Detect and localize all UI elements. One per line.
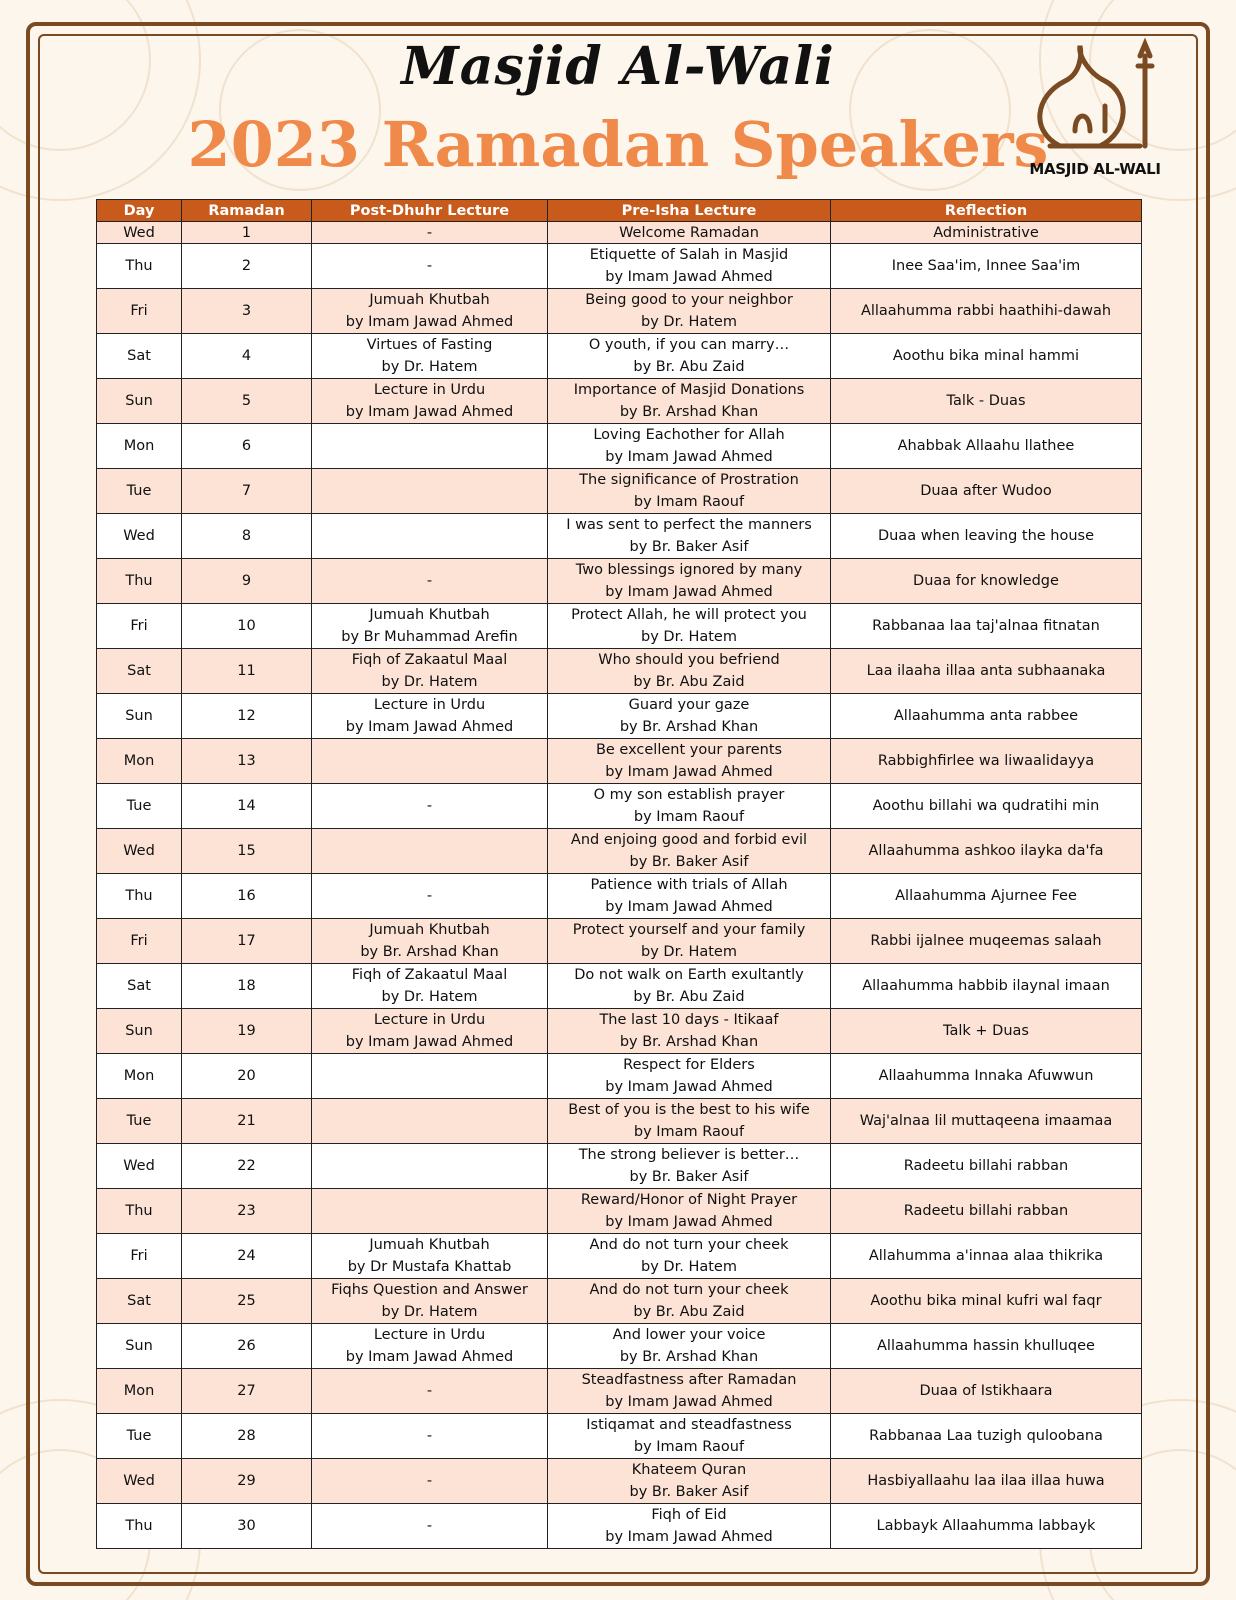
cell-pre-isha-line: by Imam Jawad Ahmed	[605, 1079, 773, 1095]
cell-post-dhuhr-line: by Imam Jawad Ahmed	[345, 719, 514, 735]
cell-post-dhuhr	[312, 424, 548, 469]
cell-ramadan: 11	[182, 649, 312, 694]
cell-ramadan: 17	[182, 919, 312, 964]
cell-post-dhuhr-line: by Imam Jawad Ahmed	[345, 1034, 514, 1050]
cell-pre-isha-line: Patience with trials of Allah	[590, 877, 788, 893]
cell-day: Sun	[97, 694, 182, 739]
cell-ramadan: 1	[182, 222, 312, 244]
cell-pre-isha	[548, 919, 831, 964]
cell-pre-isha-line: by Imam Raouf	[633, 1439, 745, 1455]
cell-pre-isha-line: by Br. Arshad Khan	[619, 1034, 759, 1050]
cell-post-dhuhr-line: -	[426, 798, 433, 814]
cell-reflection: Allaahumma ashkoo ilayka da'fa	[831, 829, 1142, 874]
cell-pre-isha-line: by Br. Abu Zaid	[633, 674, 745, 690]
cell-day: Mon	[97, 424, 182, 469]
cell-pre-isha	[548, 334, 831, 379]
cell-pre-isha-line: by Br. Baker Asif	[629, 854, 749, 870]
cell-pre-isha-line: O youth, if you can marry…	[588, 337, 790, 353]
cell-pre-isha-line: Welcome Ramadan	[619, 224, 759, 241]
cell-pre-isha-line: by Br. Baker Asif	[629, 539, 749, 555]
cell-ramadan: 9	[182, 559, 312, 604]
table-row	[97, 379, 1142, 424]
cell-reflection: Laa ilaaha illaa anta subhaanaka	[831, 649, 1142, 694]
cell-pre-isha	[548, 1099, 831, 1144]
cell-post-dhuhr	[312, 649, 548, 694]
cell-pre-isha-line: by Imam Jawad Ahmed	[605, 1394, 773, 1410]
cell-ramadan: 18	[182, 964, 312, 1009]
cell-reflection: Allaahumma habbib ilaynal imaan	[831, 964, 1142, 1009]
cell-pre-isha-line: by Br. Arshad Khan	[619, 719, 759, 735]
table-row	[97, 1189, 1142, 1234]
cell-day: Sun	[97, 379, 182, 424]
cell-pre-isha	[548, 1459, 831, 1504]
cell-pre-isha-line: And enjoing good and forbid evil	[570, 832, 808, 848]
cell-post-dhuhr-line: -	[426, 1518, 433, 1534]
table-row	[97, 1459, 1142, 1504]
cell-ramadan: 16	[182, 874, 312, 919]
cell-post-dhuhr-line: Virtues of Fasting	[366, 337, 493, 353]
cell-pre-isha-line: by Br. Arshad Khan	[619, 1349, 759, 1365]
table-row	[97, 649, 1142, 694]
cell-reflection: Administrative	[831, 222, 1142, 244]
cell-post-dhuhr-line: -	[426, 1428, 433, 1444]
cell-pre-isha	[548, 1054, 831, 1099]
cell-day: Thu	[97, 559, 182, 604]
cell-post-dhuhr-line: Lecture in Urdu	[373, 1012, 486, 1028]
cell-pre-isha-line: Reward/Honor of Night Prayer	[580, 1192, 798, 1208]
cell-pre-isha-line: Guard your gaze	[628, 697, 750, 713]
cell-reflection: Aoothu bika minal hammi	[831, 334, 1142, 379]
cell-post-dhuhr	[312, 289, 548, 334]
cell-day: Tue	[97, 1414, 182, 1459]
cell-ramadan: 10	[182, 604, 312, 649]
cell-pre-isha-line: by Br. Arshad Khan	[619, 404, 759, 420]
cell-post-dhuhr-line: Lecture in Urdu	[373, 1327, 486, 1343]
cell-post-dhuhr-line: by Dr. Hatem	[381, 1304, 478, 1320]
table-row	[97, 1504, 1142, 1549]
cell-pre-isha-line: by Br. Baker Asif	[629, 1484, 749, 1500]
cell-pre-isha	[548, 1144, 831, 1189]
cell-reflection: Rabbanaa laa taj'alnaa fitnatan	[831, 604, 1142, 649]
cell-pre-isha-line: by Imam Jawad Ahmed	[605, 764, 773, 780]
cell-pre-isha	[548, 829, 831, 874]
cell-ramadan: 14	[182, 784, 312, 829]
cell-reflection: Waj'alnaa lil muttaqeena imaamaa	[831, 1099, 1142, 1144]
cell-day: Thu	[97, 1504, 182, 1549]
cell-pre-isha	[548, 1504, 831, 1549]
cell-reflection: Radeetu billahi rabban	[831, 1144, 1142, 1189]
cell-post-dhuhr	[312, 1099, 548, 1144]
cell-post-dhuhr-line: by Br Muhammad Arefin	[341, 629, 518, 645]
table-row	[97, 1324, 1142, 1369]
table-header-row	[97, 200, 1142, 222]
cell-day: Mon	[97, 739, 182, 784]
cell-pre-isha-line: I was sent to perfect the manners	[566, 517, 812, 533]
cell-post-dhuhr-line: Lecture in Urdu	[373, 382, 486, 398]
cell-pre-isha-line: by Imam Jawad Ahmed	[605, 269, 773, 285]
cell-pre-isha-line: O my son establish prayer	[593, 787, 785, 803]
cell-pre-isha	[548, 469, 831, 514]
table-row	[97, 1054, 1142, 1099]
cell-reflection: Duaa of Istikhaara	[831, 1369, 1142, 1414]
cell-pre-isha-line: Etiquette of Salah in Masjid	[589, 247, 789, 263]
cell-reflection: Allaahumma rabbi haathihi-dawah	[831, 289, 1142, 334]
table-row	[97, 1009, 1142, 1054]
cell-reflection: Allahumma a'innaa alaa thikrika	[831, 1234, 1142, 1279]
table-row	[97, 1279, 1142, 1324]
cell-ramadan: 30	[182, 1504, 312, 1549]
cell-post-dhuhr	[312, 964, 548, 1009]
cell-pre-isha	[548, 604, 831, 649]
cell-pre-isha	[548, 289, 831, 334]
cell-ramadan: 26	[182, 1324, 312, 1369]
cell-pre-isha-line: And do not turn your cheek	[589, 1237, 789, 1253]
cell-pre-isha-line: by Br. Abu Zaid	[633, 359, 745, 375]
cell-reflection: Inee Saa'im, Innee Saa'im	[831, 244, 1142, 289]
cell-pre-isha	[548, 964, 831, 1009]
cell-reflection: Aoothu billahi wa qudratihi min	[831, 784, 1142, 829]
cell-pre-isha	[548, 739, 831, 784]
cell-pre-isha-line: by Imam Jawad Ahmed	[605, 1529, 773, 1545]
cell-pre-isha	[548, 1009, 831, 1054]
table-row	[97, 784, 1142, 829]
cell-ramadan: 23	[182, 1189, 312, 1234]
cell-post-dhuhr	[312, 244, 548, 289]
table-row	[97, 289, 1142, 334]
cell-post-dhuhr	[312, 334, 548, 379]
cell-post-dhuhr-line: Jumuah Khutbah	[369, 1237, 490, 1253]
table-row	[97, 739, 1142, 784]
column-header-post-dhuhr: Post-Dhuhr Lecture	[312, 200, 548, 222]
cell-ramadan: 27	[182, 1369, 312, 1414]
cell-day: Sat	[97, 964, 182, 1009]
cell-pre-isha	[548, 874, 831, 919]
cell-reflection: Radeetu billahi rabban	[831, 1189, 1142, 1234]
cell-ramadan: 8	[182, 514, 312, 559]
table-row	[97, 559, 1142, 604]
cell-post-dhuhr	[312, 1459, 548, 1504]
cell-pre-isha	[548, 559, 831, 604]
cell-reflection: Hasbiyallaahu laa ilaa illaa huwa	[831, 1459, 1142, 1504]
cell-pre-isha-line: Two blessings ignored by many	[575, 562, 803, 578]
cell-post-dhuhr-line: -	[426, 1383, 433, 1399]
cell-post-dhuhr	[312, 874, 548, 919]
cell-pre-isha	[548, 514, 831, 559]
cell-post-dhuhr-line: Lecture in Urdu	[373, 697, 486, 713]
cell-pre-isha-line: by Imam Raouf	[633, 494, 745, 510]
cell-reflection: Talk + Duas	[831, 1009, 1142, 1054]
cell-day: Fri	[97, 919, 182, 964]
cell-post-dhuhr	[312, 1009, 548, 1054]
cell-post-dhuhr-line: by Imam Jawad Ahmed	[345, 314, 514, 330]
cell-reflection: Rabbi ijalnee muqeemas salaah	[831, 919, 1142, 964]
cell-post-dhuhr	[312, 379, 548, 424]
cell-pre-isha-line: And lower your voice	[612, 1327, 766, 1343]
table-row	[97, 1369, 1142, 1414]
cell-pre-isha-line: Being good to your neighbor	[585, 292, 793, 308]
table-row	[97, 829, 1142, 874]
cell-ramadan: 4	[182, 334, 312, 379]
table-row	[97, 222, 1142, 244]
cell-day: Wed	[97, 514, 182, 559]
cell-ramadan: 19	[182, 1009, 312, 1054]
cell-post-dhuhr	[312, 604, 548, 649]
cell-day: Fri	[97, 604, 182, 649]
cell-post-dhuhr	[312, 469, 548, 514]
cell-pre-isha	[548, 1324, 831, 1369]
cell-post-dhuhr-line: by Dr. Hatem	[381, 989, 478, 1005]
cell-post-dhuhr-line: Fiqh of Zakaatul Maal	[351, 652, 508, 668]
cell-pre-isha-line: Importance of Masjid Donations	[573, 382, 805, 398]
cell-pre-isha-line: by Br. Baker Asif	[629, 1169, 749, 1185]
cell-pre-isha-line: And do not turn your cheek	[589, 1282, 789, 1298]
table-row	[97, 694, 1142, 739]
column-header-reflection: Reflection	[831, 200, 1142, 222]
cell-day: Wed	[97, 829, 182, 874]
cell-reflection: Ahabbak Allaahu llathee	[831, 424, 1142, 469]
cell-pre-isha	[548, 784, 831, 829]
cell-pre-isha	[548, 244, 831, 289]
cell-post-dhuhr-line: Fiqhs Question and Answer	[331, 1282, 528, 1298]
cell-day: Sun	[97, 1324, 182, 1369]
cell-pre-isha-line: Istiqamat and steadfastness	[586, 1417, 792, 1433]
cell-pre-isha-line: by Imam Jawad Ahmed	[605, 1214, 773, 1230]
table-row	[97, 469, 1142, 514]
table-row	[97, 244, 1142, 289]
cell-post-dhuhr	[312, 1234, 548, 1279]
cell-pre-isha	[548, 649, 831, 694]
cell-pre-isha-line: by Dr. Hatem	[641, 314, 737, 330]
cell-ramadan: 28	[182, 1414, 312, 1459]
table-row	[97, 964, 1142, 1009]
cell-post-dhuhr	[312, 1369, 548, 1414]
cell-post-dhuhr	[312, 1054, 548, 1099]
cell-day: Tue	[97, 1099, 182, 1144]
table-row	[97, 604, 1142, 649]
cell-pre-isha-line: by Imam Jawad Ahmed	[605, 584, 773, 600]
cell-day: Wed	[97, 1144, 182, 1189]
cell-post-dhuhr	[312, 559, 548, 604]
logo-caption: MASJID AL-WALI	[1029, 160, 1161, 178]
cell-pre-isha-line: by Imam Raouf	[633, 1124, 745, 1140]
cell-post-dhuhr-line: -	[426, 1473, 433, 1489]
cell-reflection: Allaahumma anta rabbee	[831, 694, 1142, 739]
cell-reflection: Rabbighfirlee wa liwaalidayya	[831, 739, 1142, 784]
cell-pre-isha-line: by Dr. Hatem	[641, 629, 737, 645]
cell-post-dhuhr-line: Jumuah Khutbah	[369, 922, 490, 938]
cell-pre-isha	[548, 424, 831, 469]
cell-reflection: Rabbanaa Laa tuzigh quloobana	[831, 1414, 1142, 1459]
cell-pre-isha-line: Do not walk on Earth exultantly	[574, 967, 804, 983]
cell-post-dhuhr	[312, 919, 548, 964]
cell-post-dhuhr	[312, 829, 548, 874]
cell-pre-isha	[548, 694, 831, 739]
cell-reflection: Talk - Duas	[831, 379, 1142, 424]
cell-ramadan: 6	[182, 424, 312, 469]
cell-day: Tue	[97, 469, 182, 514]
cell-post-dhuhr-line: Jumuah Khutbah	[369, 292, 490, 308]
cell-reflection: Allaahumma hassin khulluqee	[831, 1324, 1142, 1369]
cell-post-dhuhr-line: Fiqh of Zakaatul Maal	[351, 967, 508, 983]
cell-pre-isha-line: Protect yourself and your family	[572, 922, 806, 938]
cell-day: Sat	[97, 649, 182, 694]
cell-day: Sun	[97, 1009, 182, 1054]
cell-post-dhuhr	[312, 1189, 548, 1234]
column-header-day: Day	[97, 200, 182, 222]
page-subtitle: 2023 Ramadan Speakers	[187, 108, 1049, 181]
cell-post-dhuhr-line: by Br. Arshad Khan	[360, 944, 499, 960]
cell-day: Mon	[97, 1369, 182, 1414]
cell-post-dhuhr-line: Jumuah Khutbah	[369, 607, 490, 623]
cell-ramadan: 22	[182, 1144, 312, 1189]
cell-post-dhuhr	[312, 1144, 548, 1189]
table-row	[97, 919, 1142, 964]
cell-pre-isha-line: by Dr. Hatem	[641, 1259, 737, 1275]
cell-pre-isha	[548, 1189, 831, 1234]
cell-post-dhuhr	[312, 1414, 548, 1459]
cell-pre-isha-line: Respect for Elders	[623, 1057, 755, 1073]
cell-pre-isha-line: Steadfastness after Ramadan	[581, 1372, 797, 1388]
cell-post-dhuhr-line: by Imam Jawad Ahmed	[345, 404, 514, 420]
cell-reflection: Allaahumma Ajurnee Fee	[831, 874, 1142, 919]
cell-reflection: Aoothu bika minal kufri wal faqr	[831, 1279, 1142, 1324]
cell-pre-isha	[548, 1279, 831, 1324]
page-title: Masjid Al-Wali	[401, 36, 835, 97]
cell-ramadan: 20	[182, 1054, 312, 1099]
cell-post-dhuhr-line: by Dr Mustafa Khattab	[347, 1259, 512, 1275]
cell-post-dhuhr	[312, 222, 548, 244]
cell-pre-isha-line: Khateem Quran	[631, 1462, 747, 1478]
table-row	[97, 514, 1142, 559]
cell-post-dhuhr	[312, 784, 548, 829]
cell-pre-isha-line: Protect Allah, he will protect you	[571, 607, 807, 623]
table-row	[97, 874, 1142, 919]
cell-day: Fri	[97, 289, 182, 334]
table-row	[97, 1099, 1142, 1144]
cell-ramadan: 15	[182, 829, 312, 874]
cell-post-dhuhr-line: by Dr. Hatem	[381, 359, 478, 375]
cell-pre-isha-line: The last 10 days - Itikaaf	[599, 1012, 779, 1028]
cell-post-dhuhr	[312, 694, 548, 739]
cell-pre-isha-line: The strong believer is better…	[578, 1147, 800, 1163]
cell-pre-isha-line: Fiqh of Eid	[651, 1507, 727, 1523]
cell-pre-isha-line: Be excellent your parents	[595, 742, 783, 758]
table-row	[97, 1414, 1142, 1459]
cell-ramadan: 13	[182, 739, 312, 784]
cell-post-dhuhr	[312, 1504, 548, 1549]
cell-pre-isha-line: by Imam Raouf	[633, 809, 745, 825]
column-header-ramadan: Ramadan	[182, 200, 312, 222]
cell-post-dhuhr	[312, 514, 548, 559]
column-header-pre-isha: Pre-Isha Lecture	[548, 200, 831, 222]
cell-reflection: Allaahumma Innaka Afuwwun	[831, 1054, 1142, 1099]
table-body	[97, 222, 1142, 1549]
cell-day: Sat	[97, 1279, 182, 1324]
cell-post-dhuhr-line: -	[426, 888, 433, 904]
cell-post-dhuhr-line: -	[426, 224, 433, 241]
cell-day: Wed	[97, 222, 182, 244]
table-row	[97, 1234, 1142, 1279]
cell-day: Fri	[97, 1234, 182, 1279]
cell-pre-isha-line: The significance of Prostration	[579, 472, 799, 488]
schedule-table	[96, 199, 1142, 1549]
cell-day: Tue	[97, 784, 182, 829]
cell-ramadan: 24	[182, 1234, 312, 1279]
cell-reflection: Duaa for knowledge	[831, 559, 1142, 604]
cell-pre-isha-line: by Imam Jawad Ahmed	[605, 899, 773, 915]
cell-ramadan: 5	[182, 379, 312, 424]
cell-pre-isha	[548, 222, 831, 244]
cell-post-dhuhr	[312, 1324, 548, 1369]
cell-pre-isha	[548, 1369, 831, 1414]
cell-post-dhuhr-line: -	[426, 573, 433, 589]
cell-day: Thu	[97, 1189, 182, 1234]
cell-reflection: Duaa after Wudoo	[831, 469, 1142, 514]
cell-pre-isha-line: by Dr. Hatem	[641, 944, 737, 960]
cell-pre-isha	[548, 1414, 831, 1459]
cell-ramadan: 7	[182, 469, 312, 514]
cell-post-dhuhr	[312, 739, 548, 784]
cell-reflection: Duaa when leaving the house	[831, 514, 1142, 559]
cell-post-dhuhr-line: by Dr. Hatem	[381, 674, 478, 690]
cell-ramadan: 2	[182, 244, 312, 289]
cell-day: Thu	[97, 244, 182, 289]
cell-day: Wed	[97, 1459, 182, 1504]
table-row	[97, 1144, 1142, 1189]
cell-day: Sat	[97, 334, 182, 379]
cell-pre-isha	[548, 1234, 831, 1279]
cell-day: Thu	[97, 874, 182, 919]
cell-pre-isha-line: Who should you befriend	[598, 652, 780, 668]
cell-day: Mon	[97, 1054, 182, 1099]
cell-pre-isha-line: by Imam Jawad Ahmed	[605, 449, 773, 465]
cell-ramadan: 29	[182, 1459, 312, 1504]
table-row	[97, 334, 1142, 379]
cell-ramadan: 25	[182, 1279, 312, 1324]
cell-ramadan: 3	[182, 289, 312, 334]
cell-ramadan: 12	[182, 694, 312, 739]
cell-pre-isha-line: by Br. Abu Zaid	[633, 989, 745, 1005]
cell-post-dhuhr	[312, 1279, 548, 1324]
cell-ramadan: 21	[182, 1099, 312, 1144]
cell-post-dhuhr-line: -	[426, 258, 433, 274]
cell-pre-isha-line: Best of you is the best to his wife	[568, 1102, 810, 1118]
cell-reflection: Labbayk Allaahumma labbayk	[831, 1504, 1142, 1549]
cell-pre-isha	[548, 379, 831, 424]
cell-post-dhuhr-line: by Imam Jawad Ahmed	[345, 1349, 514, 1365]
table-row	[97, 424, 1142, 469]
cell-pre-isha-line: Loving Eachother for Allah	[593, 427, 785, 443]
cell-pre-isha-line: by Br. Abu Zaid	[633, 1304, 745, 1320]
